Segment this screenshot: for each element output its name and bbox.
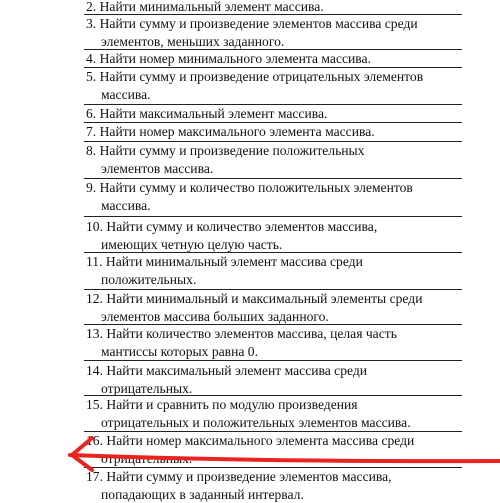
task-line-2: элементов массива. xyxy=(86,160,476,178)
row-divider xyxy=(84,252,462,253)
task-item-3 xyxy=(86,15,476,50)
task-text: Найти максимальный элемент массива среди xyxy=(106,363,367,378)
task-line-2: отрицательных. xyxy=(86,380,476,398)
task-item-13 xyxy=(86,325,476,360)
task-item-7 xyxy=(86,123,476,141)
task-line-2: отрицательных. xyxy=(86,450,476,468)
task-line-2: элементов, меньших заданного. xyxy=(86,33,476,51)
task-text: Найти номер максимального элемента массива. xyxy=(100,124,375,139)
task-line-1 xyxy=(86,253,476,271)
task-line-1 xyxy=(86,123,476,141)
task-item-16 xyxy=(86,432,476,467)
task-text: Найти номер максимального элемента массива среди xyxy=(106,433,414,448)
row-divider xyxy=(84,104,462,105)
task-text: Найти сумму и произведение элементов массива, xyxy=(106,469,391,484)
task-number: 11. xyxy=(86,254,106,269)
task-item-10 xyxy=(86,218,476,253)
task-text: Найти сумму и произведение положительных xyxy=(100,143,365,158)
row-divider xyxy=(84,122,462,123)
task-text: Найти сумму и произведение элементов массива среди xyxy=(100,16,418,31)
task-line-2: массива. xyxy=(86,86,476,104)
task-number: 17. xyxy=(86,469,106,484)
row-divider xyxy=(84,141,462,142)
task-line-2: элементов массива больших заданного. xyxy=(86,308,476,326)
task-number: 4. xyxy=(86,51,100,66)
row-divider xyxy=(84,467,462,468)
row-divider xyxy=(84,67,462,68)
task-text: Найти минимальный элемент массива среди xyxy=(106,254,363,269)
task-item-6 xyxy=(86,105,476,123)
task-line-1 xyxy=(86,218,476,236)
row-divider xyxy=(84,289,462,290)
task-number: 10. xyxy=(86,219,106,234)
row-divider xyxy=(84,14,462,15)
task-item-8 xyxy=(86,142,476,177)
task-line-1 xyxy=(86,50,476,68)
row-divider xyxy=(84,395,462,396)
task-number: 3. xyxy=(86,16,100,31)
task-line-1 xyxy=(86,325,476,343)
task-line-1 xyxy=(86,468,476,486)
row-divider xyxy=(84,216,462,217)
task-line-1 xyxy=(86,68,476,86)
row-divider xyxy=(84,49,462,50)
task-line-2: положительных. xyxy=(86,271,476,289)
task-line-1 xyxy=(86,290,476,308)
task-number: 15. xyxy=(86,397,106,412)
task-item-9 xyxy=(86,179,476,214)
task-text: Найти минимальный и максимальный элементы среди xyxy=(106,291,422,306)
task-line-2: отрицательных и положительных элементов массива. xyxy=(86,414,476,432)
task-number: 13. xyxy=(86,326,106,341)
task-item-4 xyxy=(86,50,476,68)
task-number: 6. xyxy=(86,106,100,121)
task-number: 14. xyxy=(86,363,106,378)
task-text: Найти сумму и количество элементов массива, xyxy=(106,219,377,234)
task-item-17 xyxy=(86,468,476,503)
task-text: Найти минимальный элемент массива. xyxy=(100,0,324,14)
task-number: 12. xyxy=(86,291,106,306)
task-line-1 xyxy=(86,179,476,197)
task-line-2: попадающих в заданный интервал. xyxy=(86,486,476,503)
row-divider xyxy=(84,324,462,325)
task-number: 7. xyxy=(86,124,100,139)
row-divider xyxy=(84,431,462,432)
task-item-14 xyxy=(86,362,476,397)
task-number: 9. xyxy=(86,180,100,195)
row-divider xyxy=(84,178,462,179)
task-line-1 xyxy=(86,105,476,123)
task-text: Найти сумму и произведение отрицательных элементов xyxy=(100,69,424,84)
task-text: Найти максимальный элемент массива. xyxy=(100,106,328,121)
task-number: 16. xyxy=(86,433,106,448)
task-item-12 xyxy=(86,290,476,325)
task-line-1 xyxy=(86,396,476,414)
task-number: 2. xyxy=(86,0,100,14)
task-number: 5. xyxy=(86,69,100,84)
task-line-2: массива. xyxy=(86,197,476,215)
task-line-1 xyxy=(86,15,476,33)
task-item-15 xyxy=(86,396,476,431)
task-text: Найти и сравнить по модулю произведения xyxy=(106,397,357,412)
task-line-1 xyxy=(86,362,476,380)
task-line-2: имеющих четную целую часть. xyxy=(86,236,476,254)
task-text: Найти сумму и количество положительных элементов xyxy=(100,180,413,195)
task-text: Найти количество элементов массива, целая часть xyxy=(106,326,397,341)
task-line-1 xyxy=(86,432,476,450)
task-line-1 xyxy=(86,142,476,160)
task-line-2: мантиссы которых равна 0. xyxy=(86,343,476,361)
task-item-11 xyxy=(86,253,476,288)
task-number: 8. xyxy=(86,143,100,158)
task-item-5 xyxy=(86,68,476,103)
row-divider xyxy=(84,360,462,361)
task-text: Найти номер минимального элемента массива. xyxy=(100,51,371,66)
